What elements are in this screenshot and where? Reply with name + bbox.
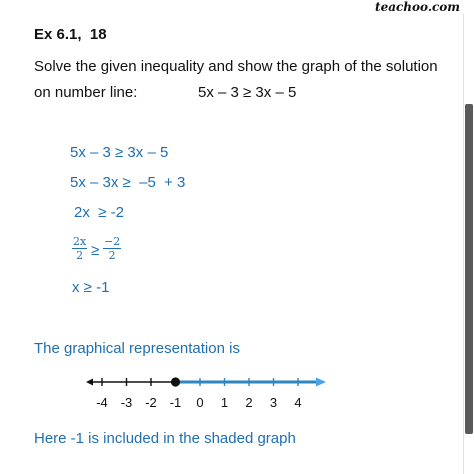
tick-label: 0 bbox=[196, 395, 204, 410]
problem-statement-line-2: on number line: bbox=[34, 84, 138, 101]
tick-label: 3 bbox=[269, 395, 278, 410]
solution-step-result: x ≥ -1 bbox=[72, 279, 110, 296]
section-title: The graphical representation is bbox=[34, 340, 240, 357]
solution-step-3: 2x ≥ -2 bbox=[74, 204, 124, 221]
right-arrow-head bbox=[316, 378, 326, 387]
left-arrow-head bbox=[86, 379, 93, 386]
footer-note: Here -1 is included in the shaded graph bbox=[34, 430, 296, 447]
scrollbar-thumb[interactable] bbox=[465, 104, 473, 434]
fraction-rhs-denominator: 2 bbox=[108, 249, 116, 262]
tick-label: -4 bbox=[96, 395, 108, 410]
fraction-rhs-numerator: −2 bbox=[104, 235, 121, 248]
problem-statement-line-1: Solve the given inequality and show the graph of the solution bbox=[34, 58, 438, 75]
brand-logo: teachoo.com bbox=[375, 0, 460, 14]
vertical-scrollbar[interactable] bbox=[463, 14, 474, 474]
exercise-heading: Ex 6.1, 18 bbox=[34, 26, 107, 43]
fraction-lhs-numerator: 2x bbox=[73, 235, 87, 248]
fraction-relation: ≥ bbox=[91, 242, 100, 259]
fraction-lhs-denominator: 2 bbox=[76, 249, 84, 262]
tick-label: 4 bbox=[294, 395, 302, 410]
endpoint-dot bbox=[172, 378, 180, 386]
tick-label: -1 bbox=[169, 395, 182, 410]
tick-label: -3 bbox=[120, 395, 133, 410]
tick-label: 2 bbox=[245, 395, 253, 410]
fraction-lhs bbox=[72, 235, 87, 262]
tick-label: -2 bbox=[145, 395, 157, 410]
solution-step-2: 5x – 3x ≥ –5 + 3 bbox=[70, 174, 186, 191]
fraction-rhs bbox=[103, 235, 121, 262]
number-line bbox=[80, 368, 340, 412]
problem-inequality: 5x – 3 ≥ 3x – 5 bbox=[198, 84, 297, 101]
tick-label: 1 bbox=[220, 395, 229, 410]
solution-step-1: 5x – 3 ≥ 3x – 5 bbox=[70, 144, 169, 161]
